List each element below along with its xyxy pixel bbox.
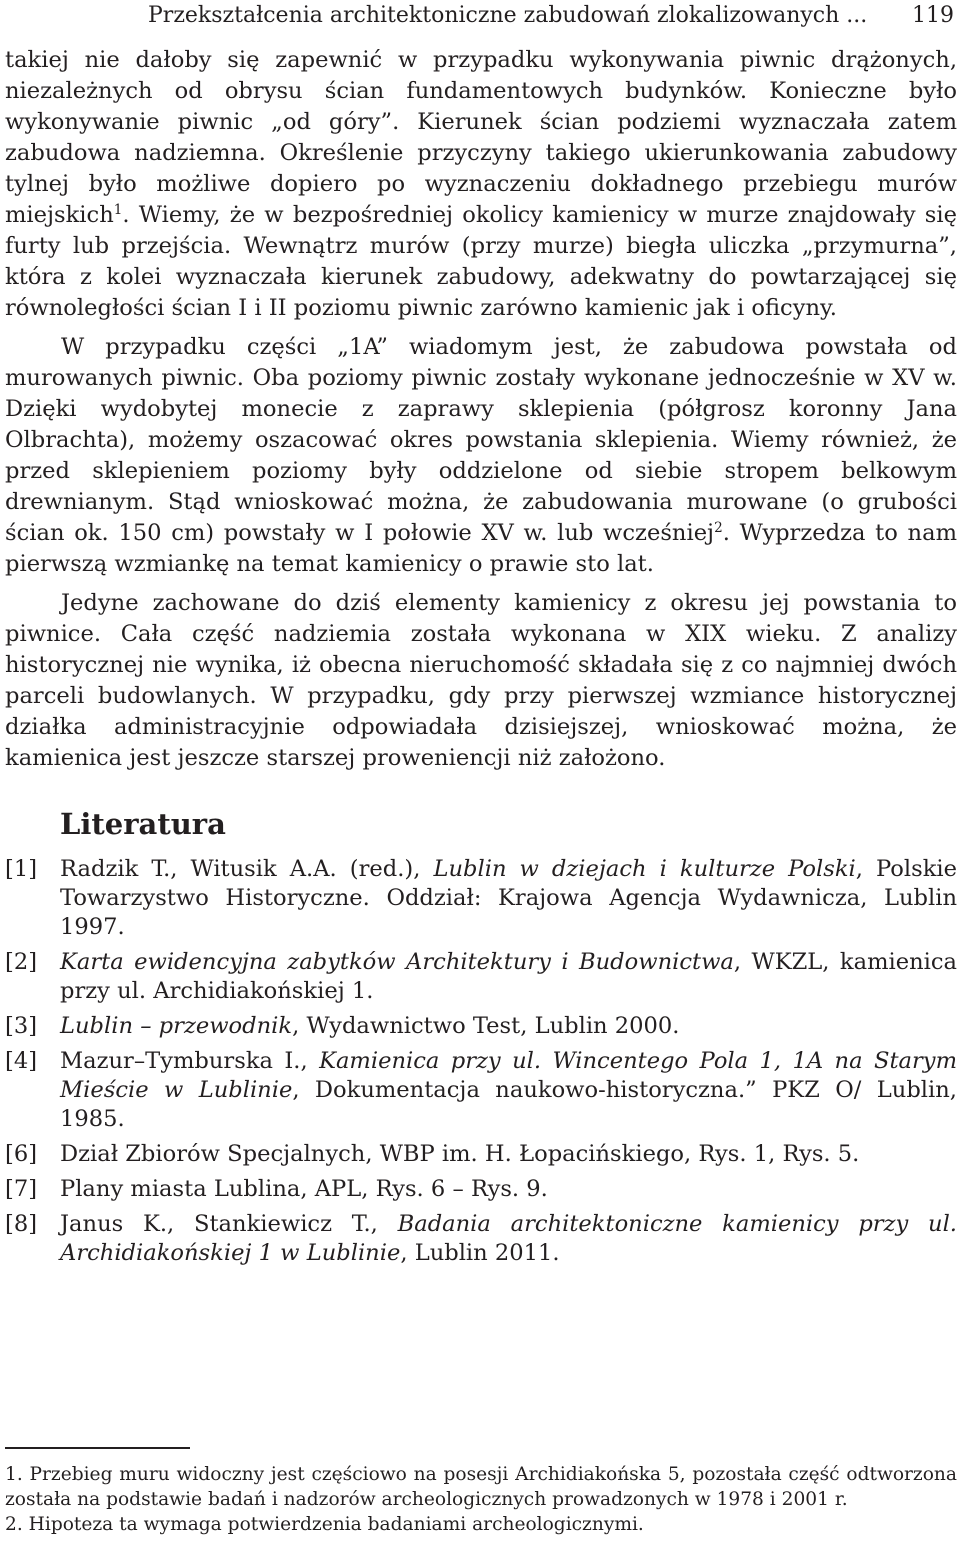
text-run: takiej nie dałoby się zapewnić w przypadku wykonywania piwnic drążonych, niezależnych od obrysu ścian fundamentowych budynków. Konieczne było wykonywanie piwnic „od góry”. Kierunek ścian podziemi wyznaczała zatem zabudowa nadziemna. Określenie przyczyny takiego ukierunkowania zabudowy tylnej było możliwe dopiero po wyznaczeniu dokładnego przebiegu murów miejskich [5, 47, 957, 228]
reference-item [5, 1012, 957, 1041]
reference-text: , Lublin 2011. [400, 1240, 560, 1266]
reference-text: , Wydawnictwo Test, Lublin 2000. [292, 1013, 680, 1039]
footnote-divider [5, 1447, 190, 1449]
reference-text: Janus K., Stankiewicz T., [60, 1211, 398, 1237]
literature-heading: Literatura [60, 807, 226, 841]
footnote: 1. Przebieg muru widoczny jest częściowo na posesji Archidiakońska 5, pozostała część odtworzona została na podstawie badań i nadzorów archeologicznych prowadzonych w 1978 i 2001 r. [5, 1464, 957, 1510]
reference-title: Lublin – przewodnik [60, 1013, 293, 1039]
reference-text: Dział Zbiorów Specjalnych, WBP im. H. Łopacińskiego, Rys. 1, Rys. 5. [60, 1141, 860, 1167]
footnotes [5, 1462, 957, 1537]
reference-number: [7] [5, 1176, 38, 1202]
reference-number: [2] [5, 949, 38, 975]
reference-text: Plany miasta Lublina, APL, Rys. 6 – Rys. 9. [60, 1176, 548, 1202]
reference-number: [1] [5, 856, 38, 882]
reference-item [5, 1047, 957, 1134]
footnote-ref: 1 [113, 201, 123, 218]
reference-number: [6] [5, 1141, 38, 1167]
footnote: 2. Hipoteza ta wymaga potwierdzenia badaniami archeologicznymi. [5, 1514, 644, 1535]
reference-list [5, 855, 957, 1274]
reference-title: Badania architektoniczne kamienicy przy ul. Archidiakońskiej 1 w Lublinie [60, 1211, 957, 1266]
running-title: Przekształcenia architektoniczne zabudowań zlokalizowanych ... [148, 3, 868, 28]
page-number: 119 [912, 3, 954, 28]
body-text [5, 45, 957, 774]
text-run: Jedyne zachowane do dziś elementy kamienicy z okresu jej powstania to piwnice. Cała część nadziemia została wykonana w XIX wieku. Z analizy historycznej nie wynika, iż obecna nieruchomość składała się z co najmniej dwóch parceli budowlanych. W przypadku, gdy przy pierwszej wzmiance historycznej działka administracyjnie odpowiadała dzisiejszej, wnioskować można, że kamienica jest jeszcze starszej proweniencji niż założono. [5, 590, 957, 771]
text-run: W przypadku części „1A” wiadomym jest, że zabudowa powstała od murowanych piwnic. Oba poziomy piwnic zostały wykonane jednocześnie w XV w. Dzięki wydobytej monecie z zaprawy sklepienia (półgrosz koronny Jana Olbrachta), możemy oszacować okres powstania sklepienia. Wiemy również, że przed sklepieniem poziomy były oddzielone od siebie stropem belkowym drewnianym. Stąd wnioskować można, że zabudowania murowane (o grubości ścian ok. 150 cm) powstały w I połowie XV w. lub wcześniej [5, 334, 957, 546]
reference-text: , Polskie Towarzystwo Historyczne. Oddział: Krajowa Agencja Wydawnicza, Lublin 1997. [60, 856, 957, 940]
reference-item [5, 1175, 957, 1204]
footnote-ref: 2 [714, 519, 723, 536]
reference-title: Kamienica przy ul. Wincentego Pola 1, 1A na Starym Mieście w Lublinie [60, 1048, 957, 1103]
text-run: . Wiemy, że w bezpośredniej okolicy kamienicy w murze znajdowały się furty lub przejścia. Wewnątrz murów (przy murze) biegła uliczka „przymurna”, która z kolei wyznaczała kierunek zabudowy, adekwatny do powtarzającej się równoległości ścian I i II poziomu piwnic zarówno kamienic jak i oficyny. [5, 202, 957, 321]
reference-item [5, 948, 957, 1006]
reference-text: , Dokumentacja naukowo-historyczna.” PKZ O/ Lublin, 1985. [60, 1077, 957, 1132]
reference-number: [8] [5, 1211, 38, 1237]
reference-title: Karta ewidencyjna zabytków Architektury i Budownictwa [60, 949, 734, 975]
reference-title: Lublin w dziejach i kulturze Polski [433, 856, 856, 882]
text-run: . Wyprzedza to nam pierwszą wzmiankę na temat kamienicy o prawie sto lat. [5, 520, 957, 577]
paragraph [5, 332, 957, 580]
paragraph [5, 588, 957, 774]
reference-text: Mazur–Tymburska I., [60, 1048, 320, 1074]
reference-text: , WKZL, kamienica przy ul. Archidiakońskiej 1. [60, 949, 957, 1004]
reference-number: [4] [5, 1048, 38, 1074]
paragraph [5, 45, 957, 324]
reference-item [5, 855, 957, 942]
reference-item [5, 1140, 957, 1169]
reference-text: Radzik T., Witusik A.A. (red.), [60, 856, 434, 882]
reference-item [5, 1210, 957, 1268]
running-header [148, 2, 954, 30]
reference-number: [3] [5, 1013, 38, 1039]
